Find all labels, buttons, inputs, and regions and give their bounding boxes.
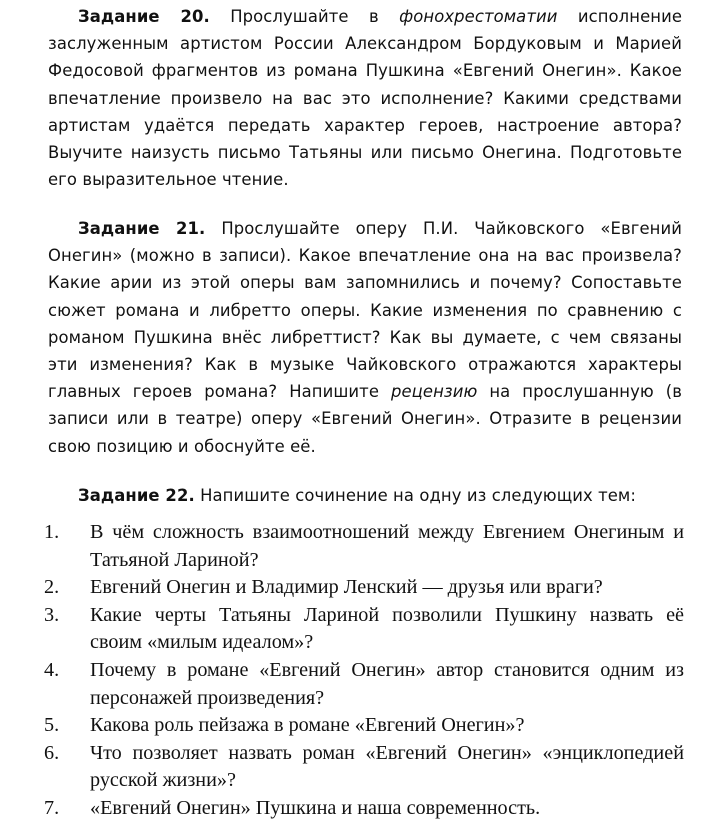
task-21-label: Задание 21. xyxy=(78,219,206,238)
task-20-italic-term: фонохрестоматии xyxy=(399,7,558,26)
list-item xyxy=(44,712,684,740)
list-item xyxy=(44,740,684,795)
task-20-text-before: Прослушайте в xyxy=(209,7,400,26)
task-21-text-before: Прослушайте оперу П.И. Чайковского «Евгений Онегин» (можно в записи). Какое впечатление она на вас произвела? Какие арии из этой оперы вам запомнились и почему? Сопоставьте сюжет романа и либретто оперы. Какие изменения по сравнению с романом Пушкина внёс либреттист? Как вы думаете, с чем связаны эти изменения? Как в музыке Чайковского отражаются характеры главных героев романа? Напишите xyxy=(48,219,682,402)
task-22-paragraph xyxy=(48,482,682,509)
task-20 xyxy=(48,3,682,193)
task-21 xyxy=(48,215,682,460)
list-item xyxy=(44,795,684,823)
list-item-number: 7. xyxy=(44,796,60,819)
task-21-italic-term: рецензию xyxy=(390,382,478,402)
list-item-number: 2. xyxy=(44,576,60,599)
task-21-text-after: на прослушанную (в записи или в театре) оперу «Евгений Онегин». Отразите в рецензии свою позицию и обоснуйте её. xyxy=(48,382,683,456)
list-item-number: 6. xyxy=(44,741,60,764)
list-item-text: Почему в романе «Евгений Онегин» автор становится одним из персонажей произведения? xyxy=(90,658,684,709)
list-item-text: Евгений Онегин и Владимир Ленский — друзья или враги? xyxy=(90,576,603,599)
list-item-number: 5. xyxy=(44,714,60,737)
list-item-text: Что позволяет назвать роман «Евгений Онегин» «энциклопедией русской жизни»? xyxy=(90,741,684,792)
essay-topics-list xyxy=(44,519,684,823)
task-22 xyxy=(48,482,682,509)
task-20-label: Задание 20. xyxy=(78,7,210,26)
list-item xyxy=(44,657,684,712)
list-item-number: 3. xyxy=(44,603,60,626)
list-item-text: Какова роль пейзажа в романе «Евгений Онегин»? xyxy=(90,714,525,737)
list-item xyxy=(44,602,684,657)
task-22-label: Задание 22. xyxy=(78,486,195,505)
list-item-number: 1. xyxy=(44,521,60,543)
task-21-paragraph xyxy=(48,215,682,460)
task-20-text-after: исполнение заслуженным артистом России Александром Бордуковым и Марией Федосовой фрагментов из романа Пушкина «Евгений Онегин». Какое впечатление произвело на вас это исполнение? Какими средствами артистам удаётся передать характер героев, настроение автора? Выучите наизусть письмо Татьяны или письмо Онегина. Подготовьте его выразительное чтение. xyxy=(48,7,683,190)
task-22-text: Напишите сочинение на одну из следующих тем: xyxy=(194,486,637,505)
list-item-text: В чём сложность взаимоотношений между Евгением Онегиным и Татьяной Лариной? xyxy=(90,521,684,571)
list-item-number: 4. xyxy=(44,658,60,681)
list-item-text: Какие черты Татьяны Лариной позволили Пушкину назвать её своим «милым идеалом»? xyxy=(90,603,684,654)
list-item-text: «Евгений Онегин» Пушкина и наша современность. xyxy=(90,796,541,819)
list-item xyxy=(44,519,684,574)
list-item xyxy=(44,574,684,602)
task-20-paragraph xyxy=(48,3,682,193)
